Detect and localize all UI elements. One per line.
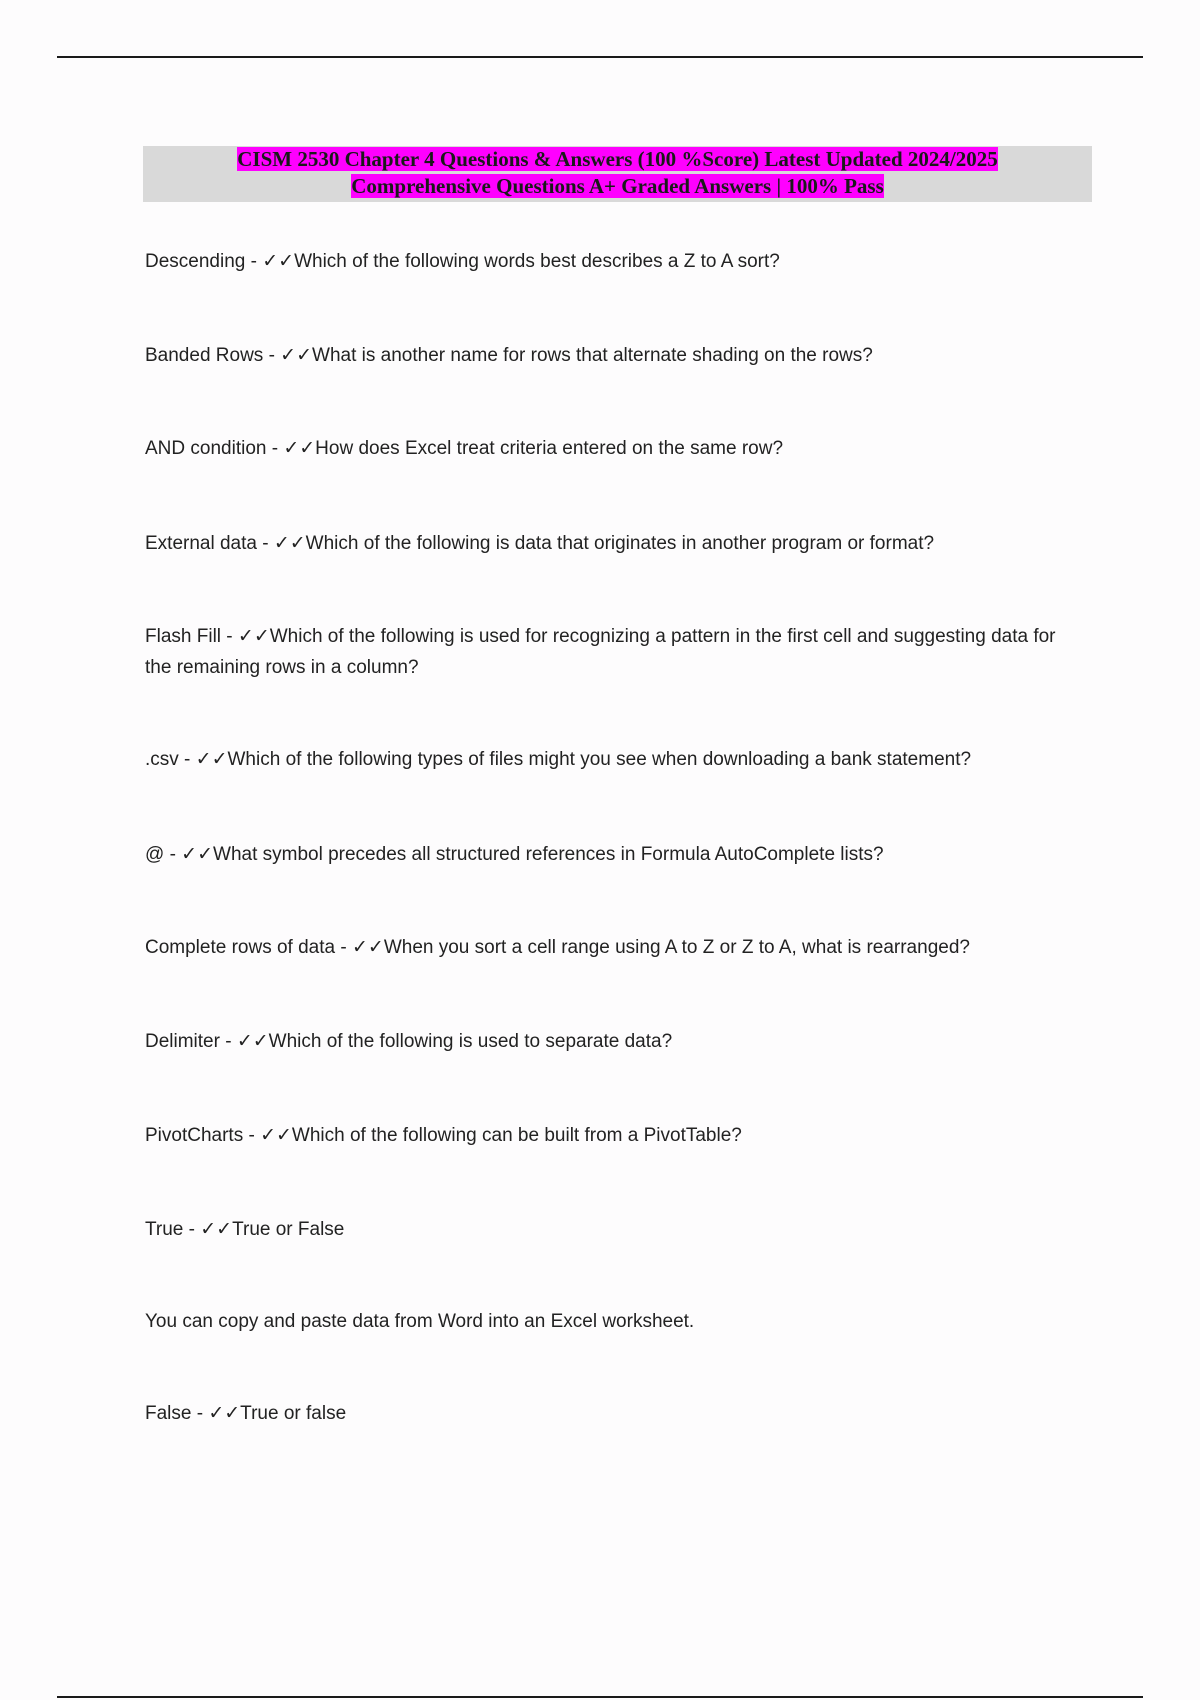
title-highlight-1: CISM 2530 Chapter 4 Questions & Answers (100 %Score) Latest Updated 2024/2025 bbox=[237, 147, 998, 171]
title-highlight-2: Comprehensive Questions A+ Graded Answers | 100% Pass bbox=[351, 174, 884, 198]
qa-item-csv: .csv - ✓✓Which of the following types of files might you see when downloading a bank statement? bbox=[145, 749, 972, 770]
qa-item-external-data: External data - ✓✓Which of the following is data that originates in another program or format? bbox=[145, 533, 935, 554]
qa-item-flash-fill: Flash Fill - ✓✓Which of the following is used for recognizing a pattern in the first cell and suggesting data for the remaining rows in a column? bbox=[145, 626, 1056, 678]
qa-item-pivotcharts: PivotCharts - ✓✓Which of the following can be built from a PivotTable? bbox=[145, 1125, 742, 1146]
qa-item-and-condition: AND condition - ✓✓How does Excel treat criteria entered on the same row? bbox=[145, 438, 784, 459]
qa-item-complete-rows: Complete rows of data - ✓✓When you sort a cell range using A to Z or Z to A, what is rearranged? bbox=[145, 937, 970, 958]
qa-item-at-symbol: @ - ✓✓What symbol precedes all structured references in Formula AutoComplete lists? bbox=[145, 844, 884, 865]
qa-item-true: True - ✓✓True or False bbox=[145, 1219, 345, 1240]
qa-item-copy-paste: You can copy and paste data from Word into an Excel worksheet. bbox=[145, 1311, 695, 1332]
title-line-2 bbox=[143, 173, 1092, 200]
qa-item-banded-rows: Banded Rows - ✓✓What is another name for rows that alternate shading on the rows? bbox=[145, 345, 873, 366]
document-title bbox=[143, 146, 1092, 202]
title-line-1 bbox=[143, 146, 1092, 173]
top-rule bbox=[57, 56, 1143, 58]
qa-item-descending: Descending - ✓✓Which of the following words best describes a Z to A sort? bbox=[145, 251, 780, 272]
qa-item-false: False - ✓✓True or false bbox=[145, 1403, 347, 1424]
qa-item-delimiter: Delimiter - ✓✓Which of the following is used to separate data? bbox=[145, 1031, 673, 1052]
bottom-rule bbox=[57, 1696, 1143, 1698]
